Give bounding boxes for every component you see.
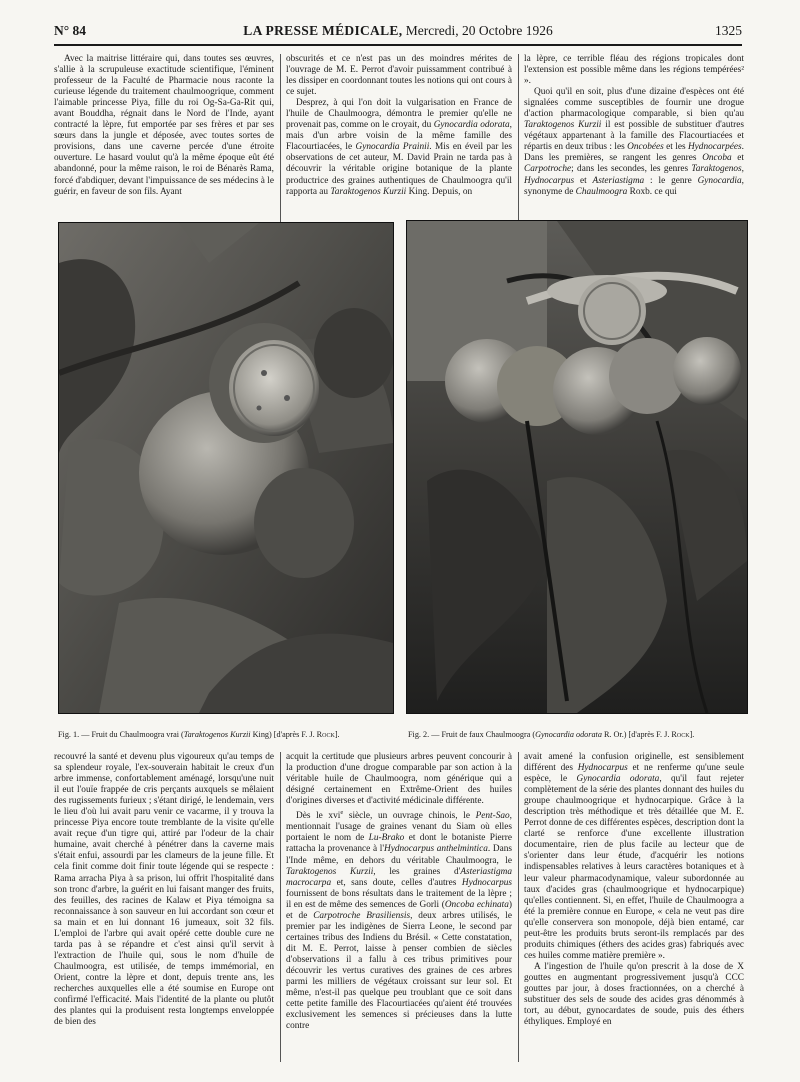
text-run: ; dans les secondes, les genres (571, 164, 692, 175)
figure-1-photo (58, 222, 394, 714)
text-run: Taraktogenos, Hydnocarpus (524, 164, 744, 186)
text-run: R. Or.) [d'après F. J. (601, 730, 672, 739)
text-run: Gynocardia odorata (433, 120, 510, 131)
text-run: Gynocardia Prainii (355, 142, 430, 153)
text-run: , synonyme de (524, 175, 744, 197)
paragraph (524, 962, 744, 1028)
page-number: 1325 (715, 23, 742, 38)
paragraph: Avec la maitrise littéraire qui, dans toutes ses œuvres, s'allie à la scrupuleuse exactitude scientifique, l'éminent professeur de la Faculté de Pharmacie nous raconte la curieuse légende du traitement chaulmoogrique, comment l'aimable princesse Piya, fille du roi Og-Sa-Ga-Rit qui, avant Bouddha, régnait dans le Nord de l'Inde, ayant contracté la lèpre, fut emportée par ses frères et par ses sœurs dans la jungle et déposée, avec toutes sortes de provisions, dans une caverne percée d'une étroite ouverture. Le hasard voulut qu'à la même époque eût été abandonné, pour la même raison, le roi de Bénarès Rama, forcé d'abdiquer, devant l'impuissance de ses médecins à le guérir, en faveur de son fils. Ayant (54, 54, 274, 197)
text-run: , deux arbres utilisés, le premier par les indigènes de Sierra Leone, le second par certaines tribus des Indiens du Brésil. « Cette constatation, dit M. E. Perrot, laisse à penser combien de siècles d'observations il a fallu à ces tribus primitives pour découvrir les vertus curatives des graines de ces arbres parmi les milliers de végétaux croissant sur leur sol. Et même, n'est-il pas quelque peu troublant que ce soit dans cette petite famille des Flacourtiacées qu'aient été trouvées exclusivement les semences si précieuses dans la lutte contre (286, 910, 512, 1032)
text-run: acquit la certitude que plusieurs arbres peuvent concourir à la production d'une drogue comparable par son action à la véritable huile de Chaulmoogra, nom générique qui a désigné certainement en Extrême-Orient des huiles d'origines diverses et d'activité médicinale différente. (286, 752, 512, 807)
chaulmoogra-fruit-photo (59, 223, 393, 713)
text-run: ]. (689, 730, 695, 739)
bottom-column-3 (524, 752, 744, 1066)
text-run: Asteriastigma macrocarpa (286, 866, 512, 888)
text-run: , mais d'un arbre voisin de la même famille des Flacourtiacées, le (286, 120, 512, 153)
text-run: . Dans les premières, se rangent les genres (524, 142, 744, 164)
figure-2-photo (406, 220, 748, 714)
text-run: , les graines d' (373, 866, 461, 877)
running-header (54, 22, 742, 40)
text-run: siècle, un ouvrage chinois, le (343, 811, 476, 822)
paragraph (286, 807, 512, 1032)
text-run: ) et de (286, 899, 512, 921)
text-run: Hydnocarpées (687, 142, 742, 153)
bottom-column-1 (54, 752, 274, 1064)
column-separator (518, 752, 519, 1062)
text-run: Hydnocarpus anthelmintica (384, 844, 488, 855)
text-run: Rock (671, 730, 690, 739)
paragraph (524, 752, 744, 962)
text-run: ]. (334, 730, 340, 739)
journal-title: LA PRESSE MÉDICALE, (243, 23, 403, 38)
top-column-3 (524, 54, 744, 232)
text-run: obscurités et ce n'est pas un des moindres mérites de l'ouvrage de M. E. Perrot d'avoir puissamment contribué à les dissiper en coordonnant toutes les notions qui ont cours à ce sujet. (286, 54, 512, 98)
paragraph (524, 54, 744, 87)
text-run: Fig. 1. — Fruit du Chaulmoogra vrai ( (58, 730, 184, 739)
paragraph (524, 87, 744, 197)
text-run: Roxb. ce qui (627, 186, 677, 197)
text-run: King) [d'après F. J. (250, 730, 317, 739)
text-run: Rock (316, 730, 335, 739)
paragraph (286, 54, 512, 98)
text-run: , qu'il faut rejeter complètement de la série des plantes donnant des huiles du groupe chaulmoogrique et hydnocarpique. Grâce à la description très méthodique et très détaillée que M. E. Perrot donne de ces différentes espèces, description dont la clarté se renforce d'une excellente illustration documentaire, rien de plus facile au lecteur que de s'orienter dans leur étude, d'acquérir les notions indispensables relatives à leurs caractères botaniques et à leur valeur pharmacodynamique, valeur subordonnée au taux d'acides gras (chaulmoogrique et hydnocarpique) qu'elles contiennent. Si, en effet, l'huile de Chaulmoogra a été la première connue en Europe, « cela ne veut pas dire qu'elle conservera son monopole, déjà bien entamé, car peut-être les produits bruts seront-ils remplacés par des produits chimiques (éthers des acides gras) fabriqués avec ces huiles comme matière première ». (524, 774, 744, 961)
text-run: King. Depuis, on (406, 186, 473, 197)
top-column-1 (54, 54, 274, 228)
text-run: A l'ingestion de l'huile qu'on prescrit à la dose de X gouttes en augmentant progressivement jusqu'à CCC gouttes par jour, à doses fractionnées, on a cherché à substituer des sels de soude des acides gras dénommés à tort, au début, gynocardates de soude, puis des éthers éthyliques. Employé en (524, 961, 744, 1028)
text-run: : le genre (644, 175, 698, 186)
text-run: Lu-Brako (368, 833, 405, 844)
text-run: et ne renferme qu'une seule espèce, le (524, 763, 744, 785)
figure-2-caption (408, 730, 750, 740)
text-run: Hydnocarpus (461, 877, 512, 888)
text-run: Taraktogenos Kurzii (524, 120, 602, 131)
paragraph (286, 752, 512, 807)
text-run: et dont le botaniste Pierre rattacha la provenance à l' (286, 833, 512, 855)
header-rule (54, 44, 742, 46)
text-run: il est possible de substituer d'autres végétaux appartenant à la famille des Flacourtiacées et répartis en deux tribus : les (524, 120, 744, 153)
text-run: e (340, 809, 344, 817)
text-run: Fig. 2. — Fruit de faux Chaulmoogra ( (408, 730, 536, 739)
text-run: Gynocardia odorata (535, 730, 602, 739)
text-run: Taraktogenos Kurzii (183, 730, 251, 739)
text-run: , mentionnait l'usage de graines venant du Siam où elles portaient le nom de (286, 811, 512, 844)
paragraph (286, 98, 512, 197)
issue-date: Mercredi, 20 Octobre 1926 (405, 23, 553, 38)
text-run: Desprez, à qui l'on doit la vulgarisation en France de l'huile de Chaulmoogra, démontra le premier qu'elle ne provenait pas, comme on le croyait, du (286, 98, 512, 131)
text-run: fournissent de bons résultats dans le traitement de la lèpre ; il en est de même des semences de Gorli ( (286, 888, 512, 910)
text-run: et (574, 175, 593, 186)
column-separator (280, 54, 281, 228)
text-run: Oncoba (702, 153, 732, 164)
paragraph: recouvré la santé et devenu plus vigoureux qu'au temps de sa splendeur royale, l'ex-souverain habitait le creux d'un arbre immense, confortablement aménagé, lorsqu'une nuit il eut l'ouïe frappée de cris perçants auxquels se mêlaient des rugissements furieux ; s'étant dirigé, le lendemain, vers le lieu d'où lui avait paru venir ce vacarme, il y trouva la princesse Piya encore toute tremblante de la visite qu'elle avait reçue d'un tigre qui, attiré par l'odeur de la chair humaine, avait cherché à pénétrer dans la caverne mais s'était enfui, assourdi par les clameurs de la jeune fille. Et cela finit comme doit finir toute légende qui se respecte : Rama arracha Piya à sa prison, lui offrit l'hospitalité dans son tronc d'arbre, la guérit en lui faisant manger des fruits, des feuilles, des racines de Kalaw et Piya témoigna sa reconnaissance à son sauveur en lui accordant son cœur et sa main et en lui donnant 16 jumeaux, soit 32 fils. L'emploi de l'arbre qui avait opéré cette double cure ne tarda pas à se répandre et c'est ainsi qu'il servit à l'extraction de l'huile qui, sous le nom d'huile de Chaulmoogra, est utilisée, de temps immémorial, en Orient, contre la lèpre et dont, depuis trente ans, les recherches auxquelles elle a été soumise en Europe ont confirmé l'efficacité. Mais l'identité de la plante ou plutôt des plantes qui la produisent resta longtemps enveloppée de bien des (54, 752, 274, 1028)
text-run: la lèpre, ce terrible fléau des régions tropicales dont l'extension est possible même dans les régions tempérées² ». (524, 54, 744, 87)
text-run: Gynocardia (697, 175, 742, 186)
column-separator (518, 54, 519, 228)
text-run: . Dans l'Inde même, en dehors du véritable Chaulmoogra, le (286, 844, 512, 866)
text-run: avait amené la confusion originelle, est sensiblement différent des (524, 752, 744, 774)
journal-masthead (54, 22, 742, 40)
text-run: Gynocardia odorata (576, 774, 660, 785)
text-run: Oncobées (627, 142, 664, 153)
text-run: Chaulmoogra (575, 186, 628, 197)
text-run: Hydnocarpus (577, 763, 628, 774)
top-column-2 (286, 54, 512, 232)
issue-number: N° 84 (54, 23, 87, 38)
false-chaulmoogra-fruit-photo (407, 221, 747, 713)
text-run: Carpotroche Brasiliensis (313, 910, 411, 921)
figure-1-caption (58, 730, 394, 740)
text-run: et, sans doute, celles d'autres (331, 877, 462, 888)
text-run: Taraktogenos Kurzii (286, 866, 374, 877)
text-run: et les (663, 142, 688, 153)
text-run: Dès le xvi (296, 811, 341, 822)
text-run: Quoi qu'il en soit, plus d'une dizaine d'espèces ont été signalées comme susceptibles de fournir une drogue d'action pharmacologique comparable, si bien qu'au (524, 87, 744, 120)
text-run: Asteriastigma (592, 175, 645, 186)
column-separator (280, 752, 281, 1062)
text-run: . Mis en éveil par les observations de cet auteur, M. David Prain ne tarda pas à découvrir la véritable origine botanique de la plante productrice des graines authentiques de Chaulmoogra qu'il rapporta au (286, 142, 512, 197)
text-run: Carpotroche (524, 164, 572, 175)
text-run: Taraktogenos Kurzii (330, 186, 407, 197)
text-run: Pent-Sao (475, 811, 510, 822)
text-run: et (731, 153, 744, 164)
bottom-column-2 (286, 752, 512, 1066)
text-run: Oncoba echinata (444, 899, 509, 910)
